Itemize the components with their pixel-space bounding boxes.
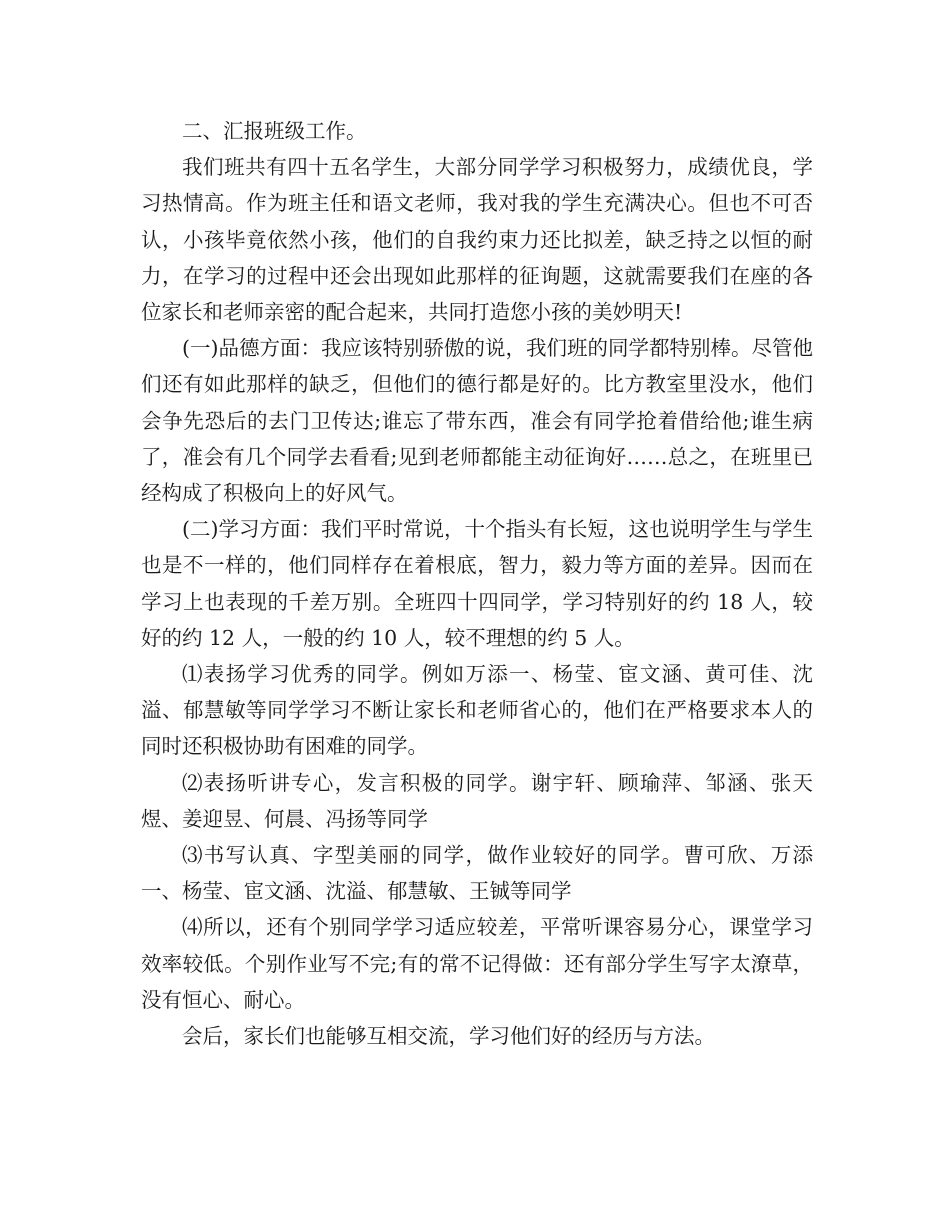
paragraph-praise-handwriting: ⑶书写认真、字型美丽的同学，做作业较好的同学。曹可欣、万添一、杨莹、宦文涵、沈溢、郁慧敏、王铖等同学 — [141, 843, 813, 904]
paragraph-praise-attentive: ⑵表扬听讲专心，发言积极的同学。谢宇轩、顾瑜萍、邹涵、张天煜、姜迎昱、何晨、冯扬等同学 — [141, 770, 813, 831]
paragraph-closing: 会后，家长们也能够互相交流，学习他们好的经历与方法。 — [182, 1024, 715, 1049]
section-heading: 二、汇报班级工作。 — [182, 119, 367, 143]
paragraph-weaknesses: ⑷所以，还有个别同学学习适应较差，平常听课容易分心，课堂学习效率较低。个别作业写不完;有的常不记得做：还有部分学生写字太潦草，没有恒心、耐心。 — [141, 915, 813, 1012]
paragraph-moral-aspect: (一)品德方面：我应该特别骄傲的说，我们班的同学都特别棒。尽管他们还有如此那样的缺乏，但他们的德行都是好的。比方教室里没水，他们会争先恐后的去门卫传达;谁忘了带东西，准会有同学抢着借给他;谁生病了，准会有几个同学去看看;见到老师都能主动征询好……总之，在班里已经构成了积极向上的好风气。 — [141, 336, 813, 506]
document-body — [141, 113, 813, 1054]
paragraph-praise-excellent: ⑴表扬学习优秀的同学。例如万添一、杨莹、宦文涵、黄可佳、沈溢、郁慧敏等同学学习不断让家长和老师省心的，他们在严格要求本人的同时还积极协助有困难的同学。 — [141, 662, 813, 759]
paragraph-class-overview: 我们班共有四十五名学生，大部分同学学习积极努力，成绩优良，学习热情高。作为班主任和语文老师，我对我的学生充满决心。但也不可否认，小孩毕竟依然小孩，他们的自我约束力还比拟差，缺乏持之以恒的耐力，在学习的过程中还会出现如此那样的征询题，这就需要我们在座的各位家长和老师亲密的配合起来，共同打造您小孩的美妙明天! — [141, 155, 813, 325]
paragraph-study-aspect: (二)学习方面：我们平时常说，十个指头有长短，这也说明学生与学生也是不一样的，他们同样存在着根底，智力，毅力等方面的差异。因而在学习上也表现的千差万别。全班四十四同学，学习特别好的约 18 人，较好的约 12 人，一般的约 10 人，较不理想的约 5 人。 — [141, 517, 813, 650]
